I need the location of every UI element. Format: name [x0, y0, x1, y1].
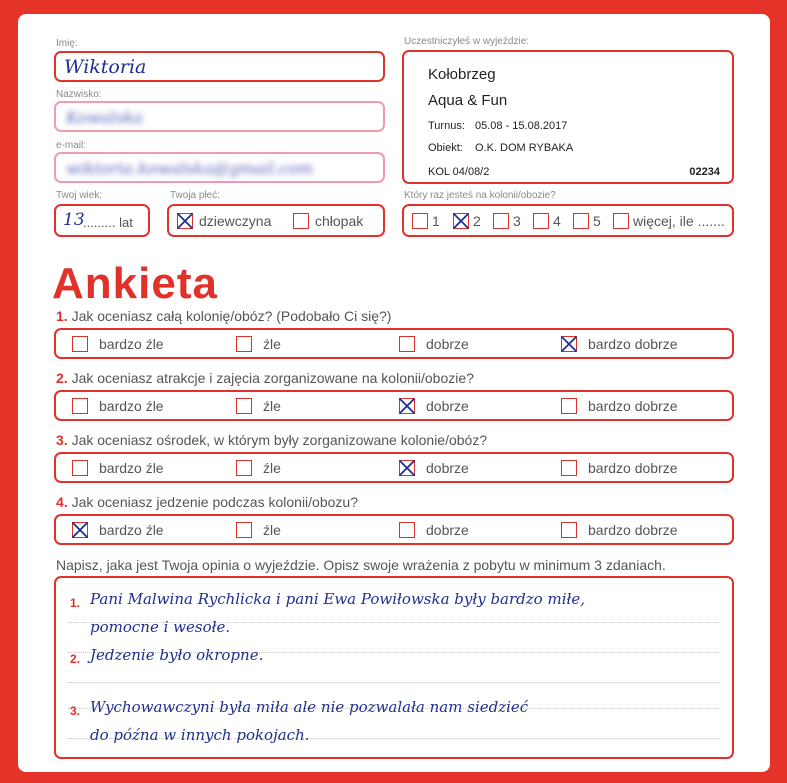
check-mark-icon: [175, 211, 195, 231]
times-option-label: 4: [553, 213, 561, 229]
question-label: Jak oceniasz jedzenie podczas kolonii/obozu?: [71, 494, 358, 510]
question-2-text: [56, 370, 474, 386]
rating-option-label: źle: [263, 522, 281, 538]
question-number: 1.: [56, 308, 68, 324]
check-mark-icon: [559, 334, 579, 354]
opinion-line: Pani Malwina Rychlicka i pani Ewa Powiłowska były bardzo miłe,: [90, 590, 586, 608]
check-mark-icon: [70, 520, 90, 540]
female-checkbox[interactable]: [177, 213, 193, 229]
rating-option-label: bardzo dobrze: [588, 522, 678, 538]
email-field[interactable]: [54, 152, 385, 183]
email-value: wiktoria.kowalska@gmail.com: [66, 159, 314, 178]
rating-option-label: bardzo źle: [99, 522, 164, 538]
rating-option-label: bardzo źle: [99, 336, 164, 352]
times-label: Który raz jesteś na kolonii/obozie?: [404, 190, 556, 201]
rating-option-label: źle: [263, 460, 281, 476]
gender-field: [167, 204, 385, 237]
question-label: Jak oceniasz całą kolonię/obóz? (Podobało Ci się?): [71, 308, 392, 324]
trip-code: KOL 04/08/2: [428, 166, 490, 178]
survey-title: Ankieta: [52, 259, 218, 308]
rating-checkbox[interactable]: [72, 398, 88, 414]
times-checkbox-5[interactable]: [573, 213, 589, 229]
question-3-options: [54, 452, 734, 483]
trip-number: 02234: [689, 166, 720, 178]
opinion-line: Wychowawczyni była miła ale nie pozwalała nam siedzieć: [90, 698, 529, 716]
rating-checkbox[interactable]: [236, 460, 252, 476]
rating-checkbox[interactable]: [561, 460, 577, 476]
opinion-line: pomocne i wesołe.: [90, 618, 231, 636]
question-number: 3.: [56, 432, 68, 448]
female-label: dziewczyna: [199, 213, 272, 229]
opinion-number: 3.: [70, 704, 81, 718]
age-value: 13: [63, 210, 85, 230]
times-checkbox-4[interactable]: [533, 213, 549, 229]
rating-option-label: źle: [263, 398, 281, 414]
rating-checkbox[interactable]: [399, 460, 415, 476]
opinion-prompt: Napisz, jaka jest Twoja opinia o wyjeździe. Opisz swoje wrażenia z pobytu w minimum 3 zdaniach.: [56, 557, 666, 573]
rating-option-label: źle: [263, 336, 281, 352]
rating-option-label: bardzo dobrze: [588, 336, 678, 352]
rating-checkbox[interactable]: [561, 522, 577, 538]
opinion-box[interactable]: [54, 576, 734, 759]
last-name-label: Nazwisko:: [56, 89, 102, 100]
opinion-line: do późna w innych pokojach.: [90, 726, 310, 744]
first-name-label: Imię:: [56, 38, 78, 49]
rating-option-label: bardzo dobrze: [588, 398, 678, 414]
opinion-number: 2.: [70, 652, 81, 666]
male-checkbox[interactable]: [293, 213, 309, 229]
last-name-value: Kowalska: [66, 108, 143, 127]
age-field[interactable]: [54, 204, 150, 237]
turnus-value: 05.08 - 15.08.2017: [475, 120, 568, 132]
times-option-label: 5: [593, 213, 601, 229]
times-checkbox-2[interactable]: [453, 213, 469, 229]
opinion-number: 1.: [70, 596, 81, 610]
question-number: 2.: [56, 370, 68, 386]
rating-checkbox[interactable]: [72, 336, 88, 352]
obiekt-value: O.K. DOM RYBAKA: [475, 142, 574, 154]
times-checkbox-3[interactable]: [493, 213, 509, 229]
rating-checkbox[interactable]: [399, 398, 415, 414]
rating-checkbox[interactable]: [399, 522, 415, 538]
male-label: chłopak: [315, 213, 364, 229]
times-option-label: 2: [473, 213, 481, 229]
check-mark-icon: [451, 211, 471, 231]
trip-city: Kołobrzeg: [428, 66, 496, 83]
question-1-text: [56, 308, 391, 324]
times-field: [402, 204, 734, 237]
turnus-label: Turnus:: [428, 120, 465, 132]
first-name-value: Wiktoria: [64, 56, 147, 78]
gender-label: Twoja płeć:: [170, 190, 221, 201]
age-suffix: ......... lat: [83, 215, 133, 230]
question-label: Jak oceniasz ośrodek, w którym były zorganizowane kolonie/obóz?: [71, 432, 488, 448]
rating-option-label: bardzo dobrze: [588, 460, 678, 476]
question-number: 4.: [56, 494, 68, 510]
rating-checkbox[interactable]: [561, 398, 577, 414]
question-label: Jak oceniasz atrakcje i zajęcia zorganizowane na kolonii/obozie?: [71, 370, 474, 386]
question-3-text: [56, 432, 487, 448]
question-1-options: [54, 328, 734, 359]
trip-label: Uczestniczyłeś w wyjeździe:: [404, 36, 530, 47]
obiekt-label: Obiekt:: [428, 142, 463, 154]
times-checkbox-6[interactable]: [613, 213, 629, 229]
last-name-field[interactable]: [54, 101, 385, 132]
check-mark-icon: [397, 396, 417, 416]
first-name-field[interactable]: [54, 51, 385, 82]
rating-option-label: dobrze: [426, 398, 469, 414]
ruled-line: [68, 682, 720, 683]
question-4-options: [54, 514, 734, 545]
times-option-label: 1: [432, 213, 440, 229]
check-mark-icon: [397, 458, 417, 478]
rating-checkbox[interactable]: [236, 336, 252, 352]
rating-checkbox[interactable]: [72, 460, 88, 476]
survey-sheet: [18, 14, 770, 772]
trip-info-box: [402, 50, 734, 184]
times-option-label: więcej, ile .......: [633, 213, 725, 229]
question-4-text: [56, 494, 358, 510]
email-label: e-mail:: [56, 140, 87, 151]
rating-checkbox[interactable]: [236, 522, 252, 538]
rating-option-label: bardzo źle: [99, 460, 164, 476]
times-option-label: 3: [513, 213, 521, 229]
rating-option-label: dobrze: [426, 336, 469, 352]
opinion-line: Jedzenie było okropne.: [90, 646, 264, 664]
times-checkbox-1[interactable]: [412, 213, 428, 229]
rating-checkbox[interactable]: [236, 398, 252, 414]
rating-checkbox[interactable]: [399, 336, 415, 352]
trip-name: Aqua & Fun: [428, 92, 508, 109]
rating-checkbox[interactable]: [72, 522, 88, 538]
rating-checkbox[interactable]: [561, 336, 577, 352]
age-label: Twoj wiek:: [56, 190, 103, 201]
rating-option-label: bardzo źle: [99, 398, 164, 414]
rating-option-label: dobrze: [426, 522, 469, 538]
rating-option-label: dobrze: [426, 460, 469, 476]
question-2-options: [54, 390, 734, 421]
